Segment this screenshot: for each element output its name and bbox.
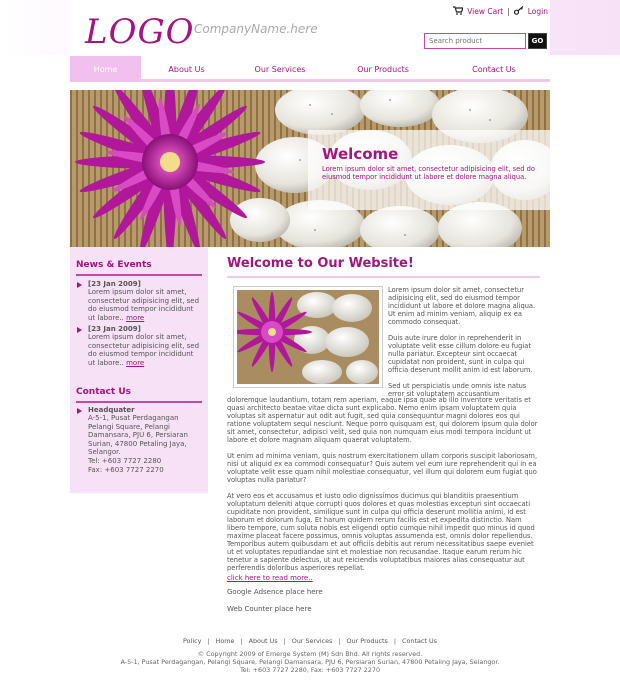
footer-separator: |	[393, 637, 397, 645]
title-divider	[227, 276, 540, 278]
footer-link-about-us[interactable]: About Us	[248, 637, 278, 645]
footer-link-policy[interactable]: Policy	[183, 637, 202, 645]
contact-tel: Tel: +603 7727 2280	[88, 456, 162, 465]
hero-text: Lorem ipsum dolor sit amet, consectetur adipisicing elit, sed do eiusmod tempor incididunt ut labore et dolore magna aliqua.	[322, 165, 535, 181]
intro-text	[388, 286, 540, 398]
news-body: Lorem ipsum dolor sit amet, consectetur adipisicing elit, sed do eiusmod tempor incididunt ut labore..	[88, 288, 200, 322]
news-date: [23 Jan 2009]	[76, 325, 202, 333]
contact-fax: Fax: +603 7727 2270	[88, 465, 164, 474]
news-body: Lorem ipsum dolor sit amet, consectetur adipisicing elit, sed do eiusmod tempor incididunt ut labore..	[88, 333, 200, 367]
body-text	[227, 396, 540, 572]
contact-us-heading: Contact Us	[76, 387, 132, 397]
main-content	[227, 256, 540, 613]
footer-separator: |	[338, 637, 341, 645]
contact-block	[76, 406, 202, 474]
footer-copyright: © Copyright 2009 of Emerge System (M) Sdn Bhd. All rights reserved.	[197, 650, 423, 658]
sidebar	[70, 247, 208, 493]
footer-separator: |	[240, 637, 243, 645]
search-input[interactable]	[424, 33, 526, 49]
nav-our-products[interactable]: Our Products	[357, 64, 409, 74]
footer-contact: Tel: +603 7727 2280, Fax: +603 7727 2270	[239, 666, 381, 674]
cart-icon[interactable]	[453, 6, 463, 17]
adsense-placeholder: Google Adsence place here	[227, 588, 323, 596]
hero-title: Welcome	[322, 145, 399, 163]
company-name: CompanyName.here	[194, 22, 318, 36]
read-more-link[interactable]: click here to read more..	[227, 574, 313, 582]
footer-link-home[interactable]: Home	[215, 637, 235, 645]
footer-links	[0, 637, 620, 645]
top-links	[453, 6, 548, 17]
nav-contact-us[interactable]: Contact Us	[472, 64, 516, 74]
key-icon	[514, 6, 524, 17]
footer-link-our-services[interactable]: Our Services	[291, 637, 333, 645]
login-link[interactable]: Login	[527, 7, 548, 16]
footer-separator: |	[283, 637, 286, 645]
logo[interactable]: LOGO	[85, 12, 195, 52]
news-text	[76, 288, 202, 322]
view-cart-link[interactable]: View Cart	[467, 7, 504, 16]
footer	[0, 637, 620, 674]
paragraph: Sed ut perspiciatis unde omnis iste natus error sit voluptatem accusantium	[388, 382, 527, 398]
contact-address: A-5-1, Pusat Perdagangan Pelangi Square, Pelangi Damansara, PJU 6, Persiaran Surian, 47800 Petaling Jaya, Selangor.	[88, 414, 188, 457]
nav-our-services[interactable]: Our Services	[254, 64, 306, 74]
nav-about-us[interactable]: About Us	[168, 64, 205, 74]
footer-separator: |	[207, 637, 210, 645]
footer-link-our-products[interactable]: Our Products	[346, 637, 388, 645]
paragraph: doloremque laudantium, totam rem aperiam, eaque ipsa quae ab illo inventore veritatis et quasi architecto beatae vitae dicta sunt explicabo. Nemo enim ipsam voluptatem quia voluptas sit aspernatur aut odit aut fugit, sed quia consequuntur magni dolores eos qui ratione voluptatem sequi nesciunt. Neque porro quisquam est, qui dolorem ipsum quia dolor sit amet, consectetur, adipisci velit, sed quia non numquam eius modi tempora incidunt ut labore et dolore magnam aliquam quaerat voluptatem.	[227, 396, 538, 444]
news-more-link[interactable]: more	[126, 313, 145, 322]
news-date: [23 Jan 2009]	[76, 280, 202, 288]
nav-home[interactable]: Home	[70, 56, 141, 82]
contact-divider	[76, 401, 202, 403]
news-events-heading: News & Events	[76, 260, 152, 270]
paragraph: Duis aute irure dolor in reprehenderit in voluptate velit esse cillum dolore eu fugiat nulla pariatur. Excepteur sint occaecat cupidatat non proident, sunt in culpa qui officia deserunt mollit anim id est laborum.	[388, 334, 533, 374]
news-item	[76, 325, 202, 367]
top-links-separator: |	[507, 7, 510, 16]
hero-banner	[70, 90, 550, 247]
news-more-link[interactable]: more	[126, 358, 145, 367]
content-image	[233, 286, 383, 388]
page-title: Welcome to Our Website!	[227, 256, 414, 271]
paragraph: Lorem ipsum dolor sit amet, consectetur adipisicing elit, sed do eiusmod tempor incididunt ut labore et dolore magna aliqua. Ut enim ad minim veniam, aliquip ex ea commodo consequat.	[388, 286, 536, 326]
go-button[interactable]: GO	[528, 33, 547, 49]
paragraph: Ut enim ad minima veniam, quis nostrum exercitationem ullam corporis suscipit laboriosam, nisi ut aliquid ex ea commodi consequatur? Quis autem vel eum iure reprehenderit qui in ea voluptate velit esse quam nihil molestiae consequatur, vel illum qui dolorem eum fugiat quo voluptas nulla pariatur?	[227, 452, 538, 484]
news-divider	[76, 274, 202, 276]
news-item	[76, 280, 202, 322]
footer-address: A-5-1, Pusat Perdagangan, Pelangi Square, Pelangi Damansara, PJU 6, Persiaran Surian, 47800 Petaling Jaya, Selangor.	[120, 658, 500, 666]
main-nav	[70, 56, 550, 82]
paragraph: At vero eos et accusamus et iusto odio dignissimos ducimus qui blanditiis praesentium voluptatum deleniti atque corrupti quos dolores et quas molestias excepturi sint occaecati cupiditate non provident, similique sunt in culpa qui officia deserunt mollitia animi, id est laborum et dolorum fuga. Et harum quidem rerum facilis est et expedita distinctio. Nam libero tempore, cum soluta nobis est eligendi optio cumque nihil impedit quo minus id quod maxime placeat facere possimus, omnis voluptas assumenda est, omnis dolor repellendus. Temporibus autem quibusdam et aut officiis debitis aut rerum necessitatibus saepe eveniet ut et voluptates repudiandae sint et molestiae non recusandae. Itaque earum rerum hic tenetur a sapiente delectus, ut aut reiciendis voluptatibus maiores alias consequatur aut perferendis doloribus asperiores repellat.	[227, 492, 535, 572]
counter-placeholder: Web Counter place here	[227, 605, 312, 613]
footer-link-contact-us[interactable]: Contact Us	[402, 637, 437, 645]
page-container	[70, 0, 550, 686]
news-text	[76, 333, 202, 367]
contact-heading: Headquater	[76, 406, 202, 414]
